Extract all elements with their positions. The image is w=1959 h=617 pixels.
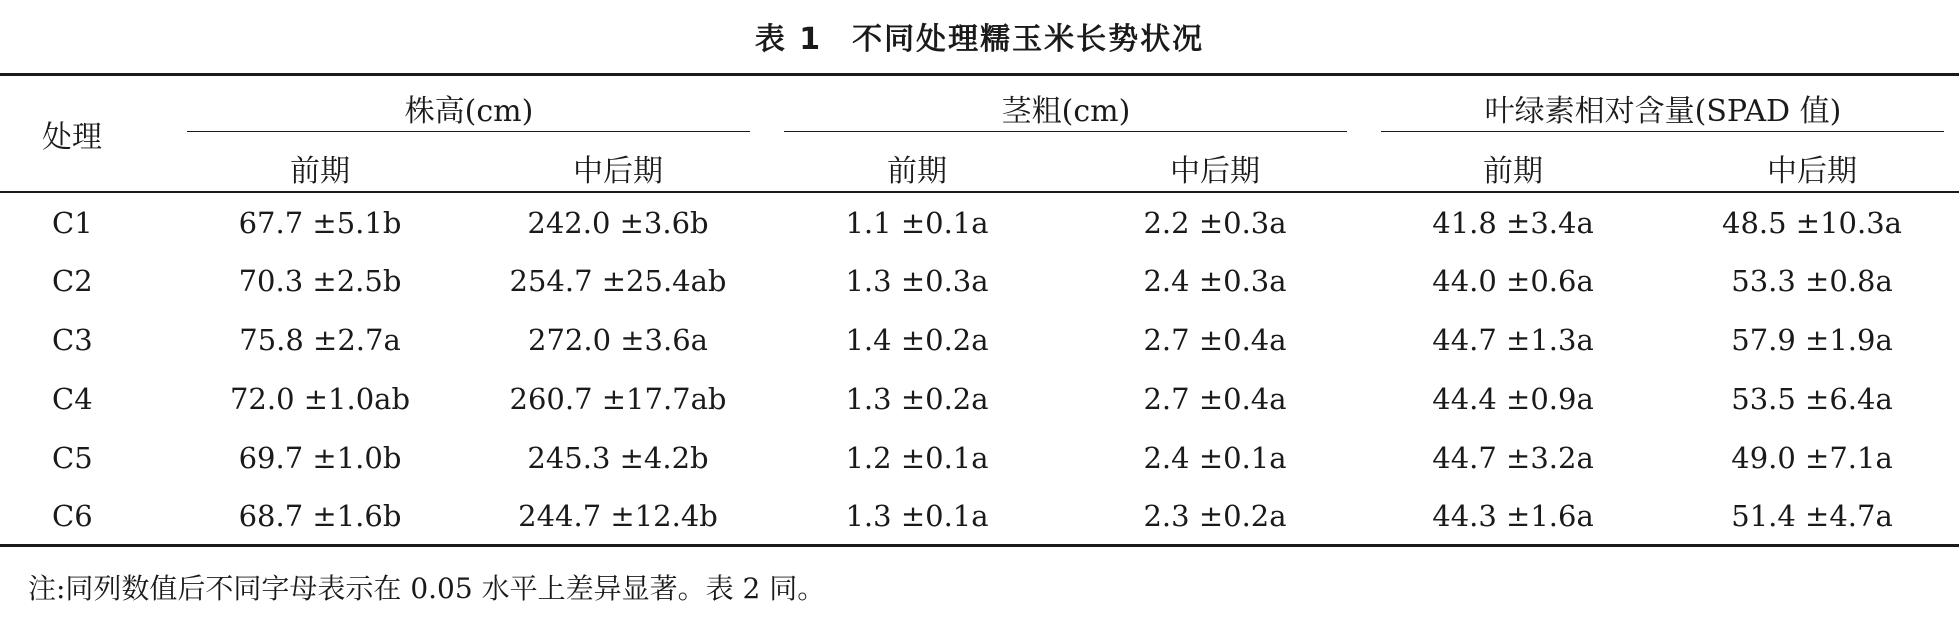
header-period: 前期 bbox=[290, 154, 350, 189]
table-cell: 272.0 ±3.6a bbox=[528, 323, 708, 357]
table-cell: 1.1 ±0.1a bbox=[845, 206, 989, 240]
group-underline bbox=[1381, 131, 1944, 132]
table-cell: 1.4 ±0.2a bbox=[845, 323, 989, 357]
table-cell: 44.7 ±3.2a bbox=[1432, 441, 1594, 475]
table-cell: 41.8 ±3.4a bbox=[1432, 206, 1594, 240]
table-cell: 2.4 ±0.1a bbox=[1143, 441, 1287, 475]
table-cell: 2.7 ±0.4a bbox=[1143, 382, 1287, 416]
header-period: 前期 bbox=[887, 154, 947, 189]
table-cell: 53.3 ±0.8a bbox=[1731, 264, 1893, 298]
table-cell: 1.2 ±0.1a bbox=[845, 441, 989, 475]
table-cell: 67.7 ±5.1b bbox=[238, 206, 402, 240]
header-group-spad: 叶绿素相对含量(SPAD 值) bbox=[1484, 94, 1842, 129]
row-label: C5 bbox=[52, 441, 93, 475]
header-period: 中后期 bbox=[1767, 154, 1857, 189]
table-cell: 2.7 ±0.4a bbox=[1143, 323, 1287, 357]
table-cell: 254.7 ±25.4ab bbox=[509, 264, 727, 298]
top-rule bbox=[0, 73, 1959, 76]
row-label: C1 bbox=[52, 206, 93, 240]
table-cell: 242.0 ±3.6b bbox=[527, 206, 709, 240]
bottom-rule bbox=[0, 544, 1959, 547]
table-cell: 70.3 ±2.5b bbox=[238, 264, 402, 298]
table-cell: 244.7 ±12.4b bbox=[518, 499, 718, 533]
table-cell: 245.3 ±4.2b bbox=[527, 441, 709, 475]
table-cell: 69.7 ±1.0b bbox=[238, 441, 402, 475]
table-cell: 75.8 ±2.7a bbox=[239, 323, 401, 357]
table-cell: 1.3 ±0.2a bbox=[845, 382, 989, 416]
table-cell: 68.7 ±1.6b bbox=[238, 499, 402, 533]
table-cell: 2.4 ±0.3a bbox=[1143, 264, 1287, 298]
table-cell: 51.4 ±4.7a bbox=[1731, 499, 1893, 533]
table-cell: 2.3 ±0.2a bbox=[1143, 499, 1287, 533]
table-caption bbox=[0, 14, 1959, 58]
table-cell: 72.0 ±1.0ab bbox=[229, 382, 411, 416]
table-cell: 53.5 ±6.4a bbox=[1731, 382, 1893, 416]
header-rule bbox=[0, 191, 1959, 193]
table-number: 表 1 bbox=[754, 22, 823, 57]
table-cell: 1.3 ±0.1a bbox=[845, 499, 989, 533]
table-cell: 2.2 ±0.3a bbox=[1143, 206, 1287, 240]
header-group-stem-diameter: 茎粗(cm) bbox=[1001, 94, 1131, 129]
table-cell: 44.3 ±1.6a bbox=[1432, 499, 1594, 533]
row-label: C2 bbox=[52, 264, 93, 298]
row-label: C3 bbox=[52, 323, 93, 357]
header-period: 中后期 bbox=[573, 154, 663, 189]
header-treatment: 处理 bbox=[42, 120, 102, 155]
table-title: 不同处理糯玉米长势状况 bbox=[852, 22, 1205, 57]
table-footnote: 注:同列数值后不同字母表示在 0.05 水平上差异显著。表 2 同。 bbox=[28, 572, 826, 605]
table-cell: 44.7 ±1.3a bbox=[1432, 323, 1594, 357]
header-period: 前期 bbox=[1483, 154, 1543, 189]
table-cell: 1.3 ±0.3a bbox=[845, 264, 989, 298]
row-label: C6 bbox=[52, 499, 93, 533]
table-cell: 48.5 ±10.3a bbox=[1722, 206, 1902, 240]
row-label: C4 bbox=[52, 382, 93, 416]
group-underline bbox=[784, 131, 1347, 132]
group-underline bbox=[187, 131, 750, 132]
table-cell: 49.0 ±7.1a bbox=[1731, 441, 1893, 475]
table-cell: 44.4 ±0.9a bbox=[1432, 382, 1594, 416]
table-cell: 57.9 ±1.9a bbox=[1731, 323, 1893, 357]
table-cell: 260.7 ±17.7ab bbox=[509, 382, 727, 416]
table-cell: 44.0 ±0.6a bbox=[1432, 264, 1594, 298]
header-period: 中后期 bbox=[1170, 154, 1260, 189]
header-group-plant-height: 株高(cm) bbox=[404, 94, 534, 129]
